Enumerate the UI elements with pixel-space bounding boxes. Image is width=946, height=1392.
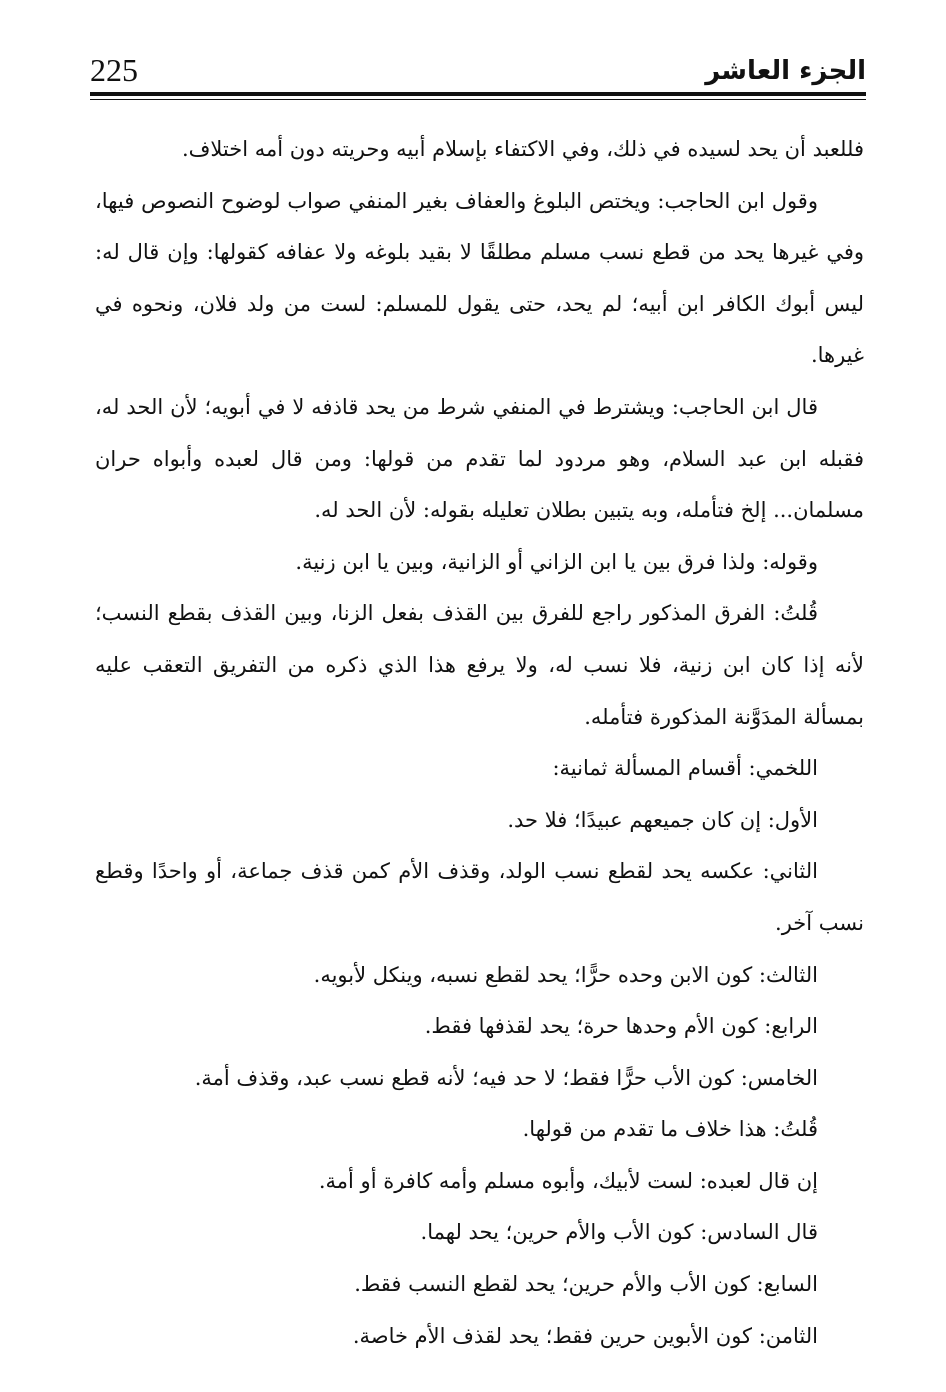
paragraph-13: إن قال لعبده: لست لأبيك، وأبوه مسلم وأمه كافرة أو أمة. xyxy=(318,1168,818,1193)
header-rule-thin xyxy=(90,99,866,100)
header-rule-thick xyxy=(90,92,866,96)
running-title: الجزء العاشر xyxy=(705,56,866,86)
paragraph-12: قُلتُ: هذا خلاف ما تقدم من قولها. xyxy=(522,1117,818,1142)
page-header xyxy=(90,48,866,102)
paragraph-11: الخامس: كون الأب حرًّا فقط؛ لا حد فيه؛ لأنه قطع نسب عبد، وقذف أمة. xyxy=(194,1065,818,1090)
paragraph-15: السابع: كون الأب والأم حرين؛ يحد لقطع النسب فقط. xyxy=(354,1272,818,1297)
paragraph-10: الرابع: كون الأم وحدها حرة؛ يحد لقذفها فقط. xyxy=(424,1014,818,1039)
paragraph-5: قُلتُ: الفرق المذكور راجع للفرق بين القذف بفعل الزنا، وبين القذف بقطع النسب؛ لأنه إذا كان ابن زنية، فلا نسب له، ولا يرفع هذا الذي ذكره من التفريق التعقب عليه بمسألة المدَوَّنة المذكورة فتأمله. xyxy=(95,601,864,729)
paragraph-9: الثالث: كون الابن وحده حرًّا؛ يحد لقطع نسبه، وينكل لأبويه. xyxy=(313,962,818,987)
paragraph-2: وقول ابن الحاجب: ويختص البلوغ والعفاف بغير المنفي صواب لوضوح النصوص فيها، وفي غيرها يحد من قطع نسب مسلم مطلقًا لا بقيد بلوغه ولا عفافه كقولها: وإن قال له: ليس أبوك الكافر ابن أبيه؛ لم يحد، حتى يقول للمسلم: لست من ولد فلان، ونحوه في غيرها. xyxy=(95,188,864,368)
paragraph-16: الثامن: كون الأبوين حرين فقط؛ يحد لقذف الأم خاصة. xyxy=(352,1323,818,1348)
paragraph-3: قال ابن الحاجب: ويشترط في المنفي شرط من يحد قاذفه لا في أبويه؛ لأن الحد له، فقبله ابن عبد السلام، وهو مردود لما تقدم من قولها: ومن قال لعبده وأبواه حران مسلمان... إلخ فتأمله، وبه يتبين بطلان تعليله بقوله: لأن الحد له. xyxy=(95,394,864,523)
paragraph-8: الثاني: عكسه يحد لقطع نسب الولد، وقذف الأم كمن قذف جماعة، أو واحدًا وقطع نسب آخر. xyxy=(95,859,864,935)
paragraph-1: فللعبد أن يحد لسيده في ذلك، وفي الاكتفاء بإسلام أبيه وحريته دون أمه اختلاف. xyxy=(181,137,864,161)
page-body xyxy=(95,124,864,1362)
paragraph-4: وقوله: ولذا فرق بين يا ابن الزاني أو الزانية، وبين يا ابن زنية. xyxy=(295,549,818,574)
paragraph-6: اللخمي: أقسام المسألة ثمانية: xyxy=(552,756,818,781)
paragraph-14: قال السادس: كون الأب والأم حرين؛ يحد لهما. xyxy=(420,1220,818,1245)
page-number: 225 xyxy=(90,52,138,88)
paragraph-7: الأول: إن كان جميعهم عبيدًا؛ فلا حد. xyxy=(507,807,818,832)
